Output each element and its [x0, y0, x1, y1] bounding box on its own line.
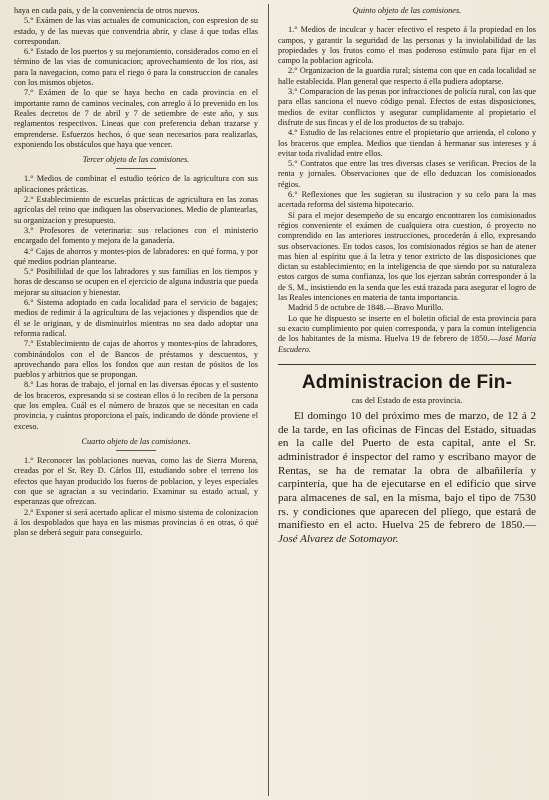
notice-subtitle: cas del Estado de esta provincia.	[351, 394, 463, 405]
paragraph-continued: haya en cada pais, y de la conveniencia de otros nuevos.	[14, 6, 200, 15]
right-column	[278, 6, 536, 547]
tercer-item-7: 7.° Establecimiento de cajas de ahorros y montes-pios de labradores, combinándolos con el de Bancos de préstamos y descuentos, y aprovechando para ellos los fondos que aun restan de pósitos de los pueblos y arbitrios que se propongan.	[14, 339, 258, 380]
tercer-item-1: 1.° Medios de combinar el estudio teórico de la agricultura con sus aplicaciones prácticas.	[14, 174, 258, 194]
section-heading-cuarto: Cuarto objeto de las comisiones.	[81, 436, 191, 446]
publication-order	[278, 314, 536, 355]
closing-paragraph: Si para el mejor desempeño de su encargo encontraren los comisionados régios conveniente el exámen de cualquiera otra cuestion, ó proyecto no comprendido en las anteriores instrucciones, procederán á ello, expresando sus observaciones. En todos casos, los comisionados régios se han de atener mas bien al espíritu que á la letra y tenor extricto de las disposiciones que dictan su establecimiento; en la inteligencia de que siendo por su naturaleza estos cargos de suma confianza, los que los ejerzan sabrán corresponder á la de S. M., insistiendo en la senda que les está trazada para asegurar el logro de las Reales intenciones en materia de tanta importancia.	[278, 210, 536, 303]
paragraph-item-5: 5.° Exámen de las vias actuales de comunicacion, con espresion de su estado, y de las nuevas que convendria abrir, y clase á que todas ellas correspondan.	[14, 16, 258, 46]
tercer-item-8: 8.° Las horas de trabajo, el jornal en las diversas épocas y el sustento de los braceros, expresando si se costean ellos ó lo reciben de la persona que los emplea. Cuál es el número de brazos que se necesitan en cada provincia, y cuántos proporciona el país, indicando de dónde proviene el exceso.	[14, 380, 258, 431]
notice-title: Administracion de Fin-	[301, 371, 513, 393]
tercer-item-5: 5.° Posibilidad de que los labradores y sus familias en los tiempos y horas de descanso se ocupen en el ejercicio de alguna industria que pueda mejorar su situacion y bienestar.	[14, 267, 258, 297]
tercer-item-3: 3.° Profesores de veterinaria: sus relaciones con el ministerio encargado del fomento y mejora de la ganadería.	[14, 225, 258, 246]
notice-body	[278, 410, 536, 547]
paragraph-item-6: 6.° Estado de los puertos y su mejoramiento, considerados como en el término de las vias de comunicacion; aprovechamiento de los rios, asi para la navegacion, como para el riego ó para la construccion de canales con los mismos objetos.	[14, 47, 258, 88]
heading-rule	[116, 168, 156, 169]
cuarto-item-1: 1.° Reconocer las poblaciones nuevas, como las de Sierra Morena, creadas por el Sr. Rey D. Cárlos III, estudiando sobre el terreno los efectos que hayan producido los fueros de poblacion, y leyes especiales con que se agracian a su vecindario. Examinar su estado actual, y esperanzas que ofrezcan.	[14, 456, 258, 507]
notice-body-text: El domingo 10 del próximo mes de marzo, de 12 á 2 de la tarde, en las oficinas de Fincas del Estado, situadas en la calle del Puerto de esta capital, ante el Sr. administrador é inspector del ramo y escribano mayor de Rentas, se ha de rematar la obra de albañilería y carpintería, que ha de ejecutarse en el edificio que sirve para almacenes de sal, en la misma, bajo el tipo de 7530 rs. y condiciones que aparecen del pliego, que estará de manifiesto en el acto. Huelva 25 de febrero de 1850.—	[278, 409, 536, 532]
quinto-item-3: 3.° Comparacion de las penas por infracciones de policía rural, con las que para ellas sanciona el nuevo código penal. Efectos de estas disposiciones, medios de evitar conflictos y asegurar cumplidamente al propietario el disfrute de sus fincas y el de los productos de su trabajo.	[278, 87, 536, 127]
section-heading-quinto: Quinto objeto de las comisiones.	[352, 6, 462, 15]
quinto-item-5: 5.° Contratos que entre las tres diversas clases se verifican. Precios de la renta y jornales. Observaciones que de ello deduzcan los comisionados régios.	[278, 159, 536, 189]
signature-escudero: José María Escudero.	[278, 334, 536, 354]
heading-rule	[387, 19, 427, 20]
publication-order-text: Lo que he dispuesto se inserte en el boletin oficial de esta provincia para su exacto cumplimiento por quien corresponda, y para la comun inteligencia de los habitantes de la misma. Huelva 19 de febrero de 1850.—	[278, 313, 536, 344]
quinto-item-1: 1.° Medios de inculcar y hacer efectivo el respeto á la propiedad en los campos, y garantir la seguridad de las personas y la inviolabilidad de las propiedades y los frutos como el mas poderoso estímulo para fijar en el campo la poblacion agrícola.	[278, 25, 536, 66]
quinto-item-2: 2.° Organizacion de la guardia rural; sistema con que en cada localidad se halle establecida. Plan general que respecto á ella pudiera adoptarse.	[278, 66, 536, 86]
quinto-item-6: 6.° Reflexiones que les sugieran su ilustracion y su celo para la mas acertada reforma del sistema hipotecario.	[278, 190, 536, 210]
signature-sotomayor: José Alvarez de Sotomayor.	[278, 533, 399, 546]
quinto-item-4: 4.° Estudio de las relaciones entre el propietario que arrienda, el colono y los braceros que emplea. Medios que tiendan á hermanar sus intereses y á evitar toda rivalidad entre ellos.	[278, 128, 536, 158]
cuarto-item-2: 2.° Exponer si será acertado aplicar el mismo sistema de colonizacion á los despoblados que haya en las mismas provincias ó en otras, ó qué plan se deberá seguir para conseguirlo.	[14, 507, 258, 538]
column-divider	[268, 4, 269, 796]
paragraph-item-7: 7.° Exámen de lo que se haya hecho en cada provincia en el importante ramo de caminos vecinales, con arreglo á lo prevenido en los Reales decretos de 7 de abril y 7 de setiembre de este año, y sus reglamentos respectivos. Lineas que con preferencia deban trazarse y emprenderse. Esfuerzos hechos, ó que sean necesarios para realizarlas, exponiendo los obstáculos que haya que vencer.	[14, 88, 258, 149]
tercer-item-4: 4.° Cajas de ahorros y montes-pios de labradores: en qué forma, y por qué medios podrian plantearse.	[14, 246, 258, 266]
notice-top-rule	[278, 364, 536, 365]
tercer-item-2: 2.° Establecimiento de escuelas prácticas de agricultura en las zonas agrícolas del reino que indiquen las observaciones. Medio de plantearlas, su organizacion y presupuesto.	[14, 195, 258, 225]
left-column	[14, 6, 258, 539]
tercer-item-6: 6.° Sistema adoptado en cada localidad para el servicio de bagajes; medios de redimir á la agricultura de las vejaciones y dispendios que de él se le originan, y de disminuirlos mientras no sea dado adoptar una reforma radical.	[14, 298, 258, 338]
section-heading-tercer: Tercer objeto de las comisiones.	[82, 155, 190, 165]
decree-date: Madrid 5 de octubre de 1848.—Bravo Murillo.	[288, 303, 444, 313]
heading-rule	[116, 450, 156, 451]
